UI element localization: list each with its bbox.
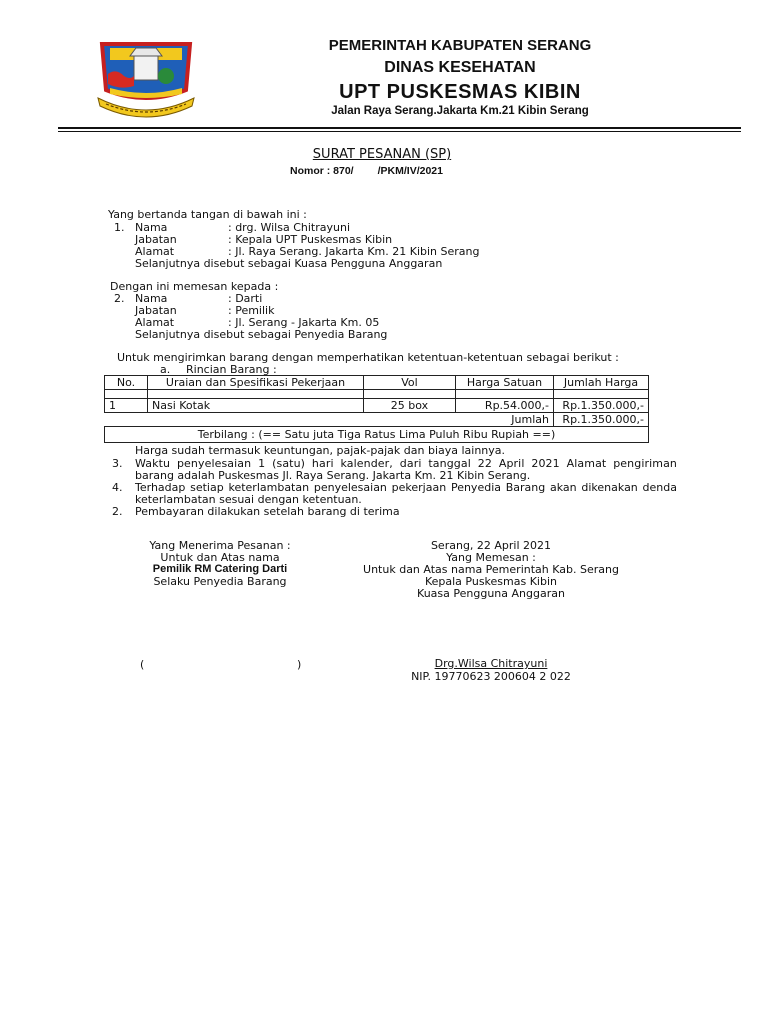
row-uraian: Nasi Kotak bbox=[148, 399, 364, 413]
party1-note: Selanjutnya disebut sebagai Kuasa Pengguna Anggaran bbox=[135, 257, 443, 270]
intro2-text: Dengan ini memesan kepada : bbox=[110, 280, 279, 293]
party1-position-value: : Kepala UPT Puskesmas Kibin bbox=[228, 233, 393, 246]
term-time-line2: barang adalah Puskesmas Jl. Raya Serang. Jakarta Km. 21 Kibin Serang. bbox=[135, 469, 531, 482]
header-divider-thin bbox=[58, 131, 741, 132]
rincian-number: a. bbox=[160, 363, 171, 376]
orderer-nip: NIP. 19770623 200604 2 022 bbox=[411, 670, 571, 683]
party1-position-label: Jabatan bbox=[135, 233, 177, 246]
sign-date: Serang, 22 April 2021 bbox=[430, 539, 552, 552]
term-payment-number: 2. bbox=[112, 505, 123, 518]
party2-note: Selanjutnya disebut sebagai Penyedia Barang bbox=[135, 328, 388, 341]
receiver-sign-open: ( bbox=[140, 658, 145, 671]
doc-title: SURAT PESANAN (SP) bbox=[312, 147, 452, 162]
instruction-text: Untuk mengirimkan barang dengan memperhatikan ketentuan-ketentuan sebagai berikut : bbox=[117, 351, 619, 364]
order-table bbox=[104, 375, 649, 443]
col-uraian: Uraian dan Spesifikasi Pekerjaan bbox=[148, 376, 364, 390]
party2-position-label: Jabatan bbox=[135, 304, 177, 317]
total-value: Rp.1.350.000,- bbox=[554, 413, 649, 427]
receiver-on-behalf: Untuk dan Atas nama bbox=[160, 551, 280, 564]
orderer-title: Yang Memesan : bbox=[446, 551, 536, 564]
number-suffix: /PKM/IV/2021 bbox=[377, 165, 443, 177]
party2-address-value: : Jl. Serang - Jakarta Km. 05 bbox=[228, 316, 380, 329]
table-header-row bbox=[105, 376, 649, 390]
col-vol: Vol bbox=[364, 376, 456, 390]
term-penalty-line2: keterlambatan sesuai dengan ketentuan. bbox=[135, 493, 362, 506]
row-no: 1 bbox=[105, 399, 148, 413]
address: Jalan Raya Serang.Jakarta Km.21 Kibin Serang bbox=[331, 105, 589, 117]
table-spacer-row bbox=[105, 390, 649, 399]
party1-name-label: Nama bbox=[135, 221, 168, 234]
party1-name-value: : drg. Wilsa Chitrayuni bbox=[228, 221, 350, 234]
party2-number: 2. bbox=[114, 292, 125, 305]
table-total-row bbox=[105, 413, 649, 427]
institution-name: UPT PUSKESMAS KIBIN bbox=[339, 81, 581, 103]
party1-address-value: : Jl. Raya Serang. Jakarta Km. 21 Kibin Serang bbox=[228, 245, 480, 258]
term-time-number: 3. bbox=[112, 457, 123, 470]
col-harga: Harga Satuan bbox=[456, 376, 554, 390]
intro-text: Yang bertanda tangan di bawah ini : bbox=[108, 208, 307, 221]
table-terbilang-row bbox=[105, 427, 649, 443]
receiver-sign-close: ) bbox=[297, 658, 302, 671]
term-time-line1: Waktu penyelesaian 1 (satu) hari kalender, dari tanggal 22 April 2021 Alamat pengiriman bbox=[135, 457, 677, 470]
doc-number bbox=[290, 165, 443, 178]
term-price: Harga sudah termasuk keuntungan, pajak-pajak dan biaya lainnya. bbox=[135, 444, 506, 457]
gov-name: PEMERINTAH KABUPATEN SERANG bbox=[328, 37, 592, 54]
party2-name-label: Nama bbox=[135, 292, 168, 305]
orderer-on-behalf: Untuk dan Atas nama Pemerintah Kab. Serang bbox=[363, 563, 619, 576]
regency-logo bbox=[96, 40, 196, 120]
number-label: Nomor : 870/ bbox=[290, 165, 354, 177]
orderer-name: Drg.Wilsa Chitrayuni bbox=[434, 657, 548, 670]
receiver-company: Pemilik RM Catering Darti bbox=[152, 563, 288, 575]
col-no: No. bbox=[105, 376, 148, 390]
party1-number: 1. bbox=[114, 221, 125, 234]
party1-address-label: Alamat bbox=[135, 245, 175, 258]
term-payment: Pembayaran dilakukan setelah barang di terima bbox=[135, 505, 400, 518]
party2-address-label: Alamat bbox=[135, 316, 175, 329]
table-row bbox=[105, 399, 649, 413]
receiver-title: Yang Menerima Pesanan : bbox=[149, 539, 291, 552]
term-penalty-line1: Terhadap setiap keterlambatan penyelesaian pekerjaan Penyedia Barang akan dikenakan denda bbox=[135, 481, 677, 494]
party2-name-value: : Darti bbox=[228, 292, 263, 305]
col-jumlah: Jumlah Harga bbox=[554, 376, 649, 390]
row-jumlah: Rp.1.350.000,- bbox=[554, 399, 649, 413]
receiver-role: Selaku Penyedia Barang bbox=[153, 575, 287, 588]
rincian-label: Rincian Barang : bbox=[186, 363, 277, 376]
row-vol: 25 box bbox=[364, 399, 456, 413]
terbilang: Terbilang : (== Satu juta Tiga Ratus Lima Puluh Ribu Rupiah ==) bbox=[105, 427, 649, 443]
row-harga: Rp.54.000,- bbox=[456, 399, 554, 413]
party2-position-value: : Pemilik bbox=[228, 304, 275, 317]
header-divider bbox=[58, 127, 741, 129]
term-penalty-number: 4. bbox=[112, 481, 123, 494]
total-label: Jumlah bbox=[105, 413, 554, 427]
orderer-position: Kepala Puskesmas Kibin bbox=[424, 575, 558, 588]
orderer-budget-role: Kuasa Pengguna Anggaran bbox=[417, 587, 565, 600]
department-name: DINAS KESEHATAN bbox=[384, 59, 536, 76]
